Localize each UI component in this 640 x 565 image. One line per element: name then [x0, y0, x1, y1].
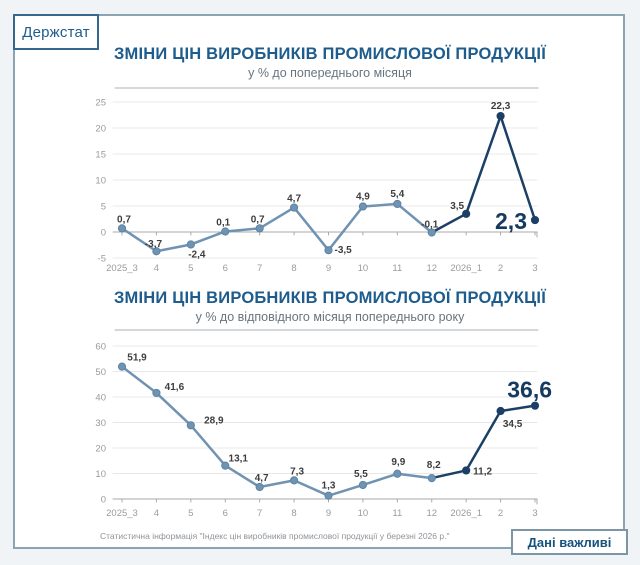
svg-text:51,9: 51,9: [127, 352, 147, 364]
svg-text:5,5: 5,5: [353, 468, 368, 480]
data-matters-badge-label: Дані важливі: [527, 534, 612, 550]
source-note: Статистична інформація "Індекс цін виробників промислової продукції у березні 2026 р.": [100, 531, 450, 541]
svg-text:2026_1: 2026_1: [450, 508, 483, 519]
svg-text:-3,7: -3,7: [144, 239, 163, 251]
svg-text:10: 10: [357, 263, 369, 274]
svg-text:6: 6: [222, 508, 228, 519]
svg-text:5,4: 5,4: [390, 188, 405, 200]
svg-text:7,3: 7,3: [290, 466, 305, 478]
svg-text:2025_3: 2025_3: [106, 508, 138, 519]
svg-text:13,1: 13,1: [228, 453, 248, 465]
svg-text:0,1: 0,1: [216, 217, 231, 229]
svg-text:11,2: 11,2: [473, 466, 493, 478]
svg-text:1,3: 1,3: [321, 480, 336, 492]
derzhstat-logo-label: Держстат: [22, 23, 90, 41]
svg-text:4: 4: [153, 263, 160, 274]
svg-text:20: 20: [95, 443, 106, 455]
svg-text:8: 8: [291, 508, 297, 519]
svg-text:-3,5: -3,5: [334, 245, 352, 257]
svg-text:2025_3: 2025_3: [106, 263, 138, 274]
svg-text:4,9: 4,9: [355, 191, 370, 203]
svg-text:7: 7: [257, 508, 263, 519]
svg-text:20: 20: [95, 123, 106, 135]
svg-text:15: 15: [95, 149, 106, 161]
svg-text:36,6: 36,6: [507, 376, 552, 403]
svg-text:3: 3: [532, 263, 538, 274]
svg-text:2: 2: [497, 508, 504, 519]
svg-text:7: 7: [257, 263, 263, 274]
derzhstat-logo: [13, 14, 99, 50]
chart1-title: ЗМІНИ ЦІН ВИРОБНИКІВ ПРОМИСЛОВОЇ ПРОДУКЦІЇ: [114, 45, 546, 63]
svg-text:4,7: 4,7: [254, 473, 269, 485]
svg-text:-2,4: -2,4: [188, 249, 206, 261]
svg-text:2,3: 2,3: [495, 208, 527, 235]
svg-text:5: 5: [188, 508, 194, 519]
svg-text:12: 12: [426, 263, 438, 274]
svg-text:0: 0: [100, 227, 106, 239]
svg-text:-5: -5: [97, 253, 106, 265]
svg-text:11: 11: [392, 263, 403, 274]
svg-text:5: 5: [100, 201, 106, 213]
svg-text:4: 4: [153, 508, 160, 519]
svg-text:41,6: 41,6: [164, 381, 185, 393]
svg-text:4,7: 4,7: [287, 193, 302, 205]
svg-text:6: 6: [222, 263, 228, 274]
svg-text:9: 9: [325, 508, 332, 519]
svg-text:0,7: 0,7: [250, 214, 265, 226]
svg-text:-0,1: -0,1: [421, 219, 439, 231]
svg-text:28,9: 28,9: [204, 415, 224, 427]
svg-text:2026_1: 2026_1: [450, 263, 483, 274]
svg-text:8,2: 8,2: [426, 460, 441, 472]
svg-text:10: 10: [95, 175, 106, 187]
svg-text:5: 5: [188, 263, 194, 274]
svg-text:34,5: 34,5: [502, 419, 523, 431]
svg-text:2: 2: [497, 263, 504, 274]
svg-text:25: 25: [95, 97, 106, 109]
svg-text:30: 30: [95, 418, 106, 429]
svg-text:8: 8: [291, 263, 297, 274]
svg-text:3,5: 3,5: [450, 200, 465, 212]
svg-text:12: 12: [426, 508, 438, 519]
svg-text:60: 60: [95, 341, 106, 353]
svg-text:0: 0: [100, 494, 106, 506]
svg-text:10: 10: [95, 469, 106, 480]
svg-text:22,3: 22,3: [490, 101, 511, 113]
svg-text:3: 3: [532, 508, 538, 519]
svg-text:50: 50: [95, 367, 106, 378]
chart2-title: ЗМІНИ ЦІН ВИРОБНИКІВ ПРОМИСЛОВОЇ ПРОДУКЦІЇ: [114, 289, 546, 307]
chart2-subtitle: у % до відповідного місяця попереднього року: [195, 310, 465, 324]
chart1-subtitle: у % до попереднього місяця: [248, 66, 412, 80]
svg-text:9: 9: [325, 263, 332, 274]
svg-text:9,9: 9,9: [391, 456, 406, 468]
svg-text:0,7: 0,7: [117, 214, 131, 226]
svg-text:40: 40: [95, 392, 106, 404]
svg-text:10: 10: [357, 508, 369, 519]
data-matters-badge: [511, 529, 628, 555]
svg-text:11: 11: [392, 508, 403, 519]
